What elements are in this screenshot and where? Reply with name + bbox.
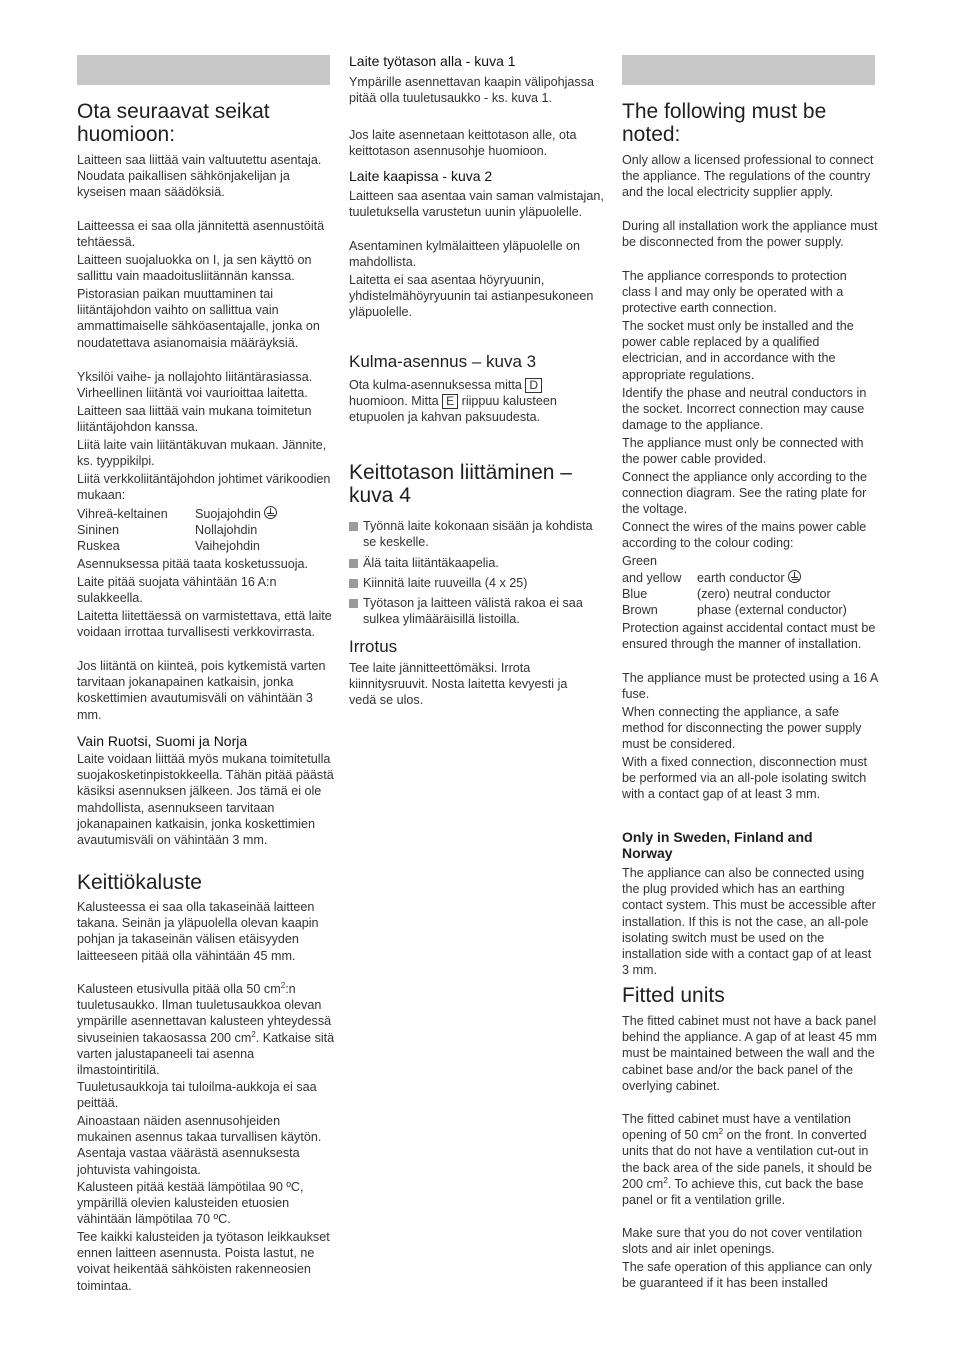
paragraph-ventilation-en	[622, 1111, 878, 1208]
list-item-text: Älä taita liitäntäkaapelia.	[363, 556, 499, 570]
paragraph: Identify the phase and neutral conductors in the socket. Incorrect connection may cause damage to the appliance.	[622, 386, 867, 433]
list-item-text: Työnnä laite kokonaan sisään ja kohdista se keskelle.	[363, 519, 593, 550]
table-row	[622, 602, 878, 618]
paragraph: Make sure that you do not cover ventilation slots and air inlet openings.	[622, 1226, 863, 1257]
text-span: on the front. In converted units that do not have a ventilation cut-out in the back area of the side panels, it should be 200 cm	[622, 1128, 872, 1191]
text-span: Ota kulma-asennuksessa mitta	[349, 378, 522, 392]
section-header-bar	[77, 55, 330, 85]
paragraph: During all installation work the appliance must be disconnected from the power supply.	[622, 219, 878, 250]
table-cell-text: earth conductor	[697, 571, 785, 585]
list-item	[349, 575, 607, 591]
bullet-square-icon	[349, 579, 358, 588]
table-row	[77, 522, 335, 538]
paragraph: Protection against accidental contact must be ensured through the manner of installation.	[622, 621, 876, 652]
section-header-bar	[622, 55, 875, 85]
superscript: 2	[251, 1029, 256, 1039]
text-span: Kalusteen etusivulla pitää olla 50 cm	[77, 982, 281, 996]
paragraph: Green	[622, 554, 658, 568]
text-span: . Katkaise sitä varten jalustapaneeli tai asenna ilmastointiritilä.	[77, 1030, 335, 1078]
paragraph: The appliance must only be connected with the power cable provided.	[622, 436, 864, 467]
paragraph: Laitetta liitettäessä on varmistettava, että laite voidaan irrottaa turvallisesti verkkovirrasta.	[77, 609, 332, 640]
table-cell: phase (external conductor)	[697, 603, 847, 618]
paragraph: Asentaminen kylmälaitteen yläpuolelle on mahdollista.	[349, 239, 581, 270]
bullet-square-icon	[349, 559, 358, 568]
table-cell: Nollajohdin	[195, 523, 258, 538]
paragraph: When connecting the appliance, a safe method for disconnecting the power supply must be considered.	[622, 705, 862, 752]
dimension-e-label: E	[442, 394, 458, 409]
paragraph: Tee laite jännitteettömäksi. Irrota kiinnitysruuvit. Nosta laitetta kevyesti ja vedä se ulos.	[349, 661, 568, 708]
text-span: The fitted cabinet must have a ventilation opening of 50 cm	[622, 1112, 851, 1143]
paragraph: With a fixed connection, disconnection must be performed via an all-pole isolating switch with a contact gap of at least 3 mm.	[622, 755, 868, 802]
table-cell: Vaihejohdin	[195, 539, 260, 554]
paragraph: Laitteen suojaluokka on I, ja sen käyttö on sallittu vain maadoitusliitännän kanssa.	[77, 253, 312, 284]
text-span: etupuolen ja kahvan paksuudesta.	[349, 410, 541, 425]
table-cell: Blue	[622, 587, 648, 602]
paragraph: Laitteen saa liittää vain mukana toimitetun liitäntäjohdon kanssa.	[77, 404, 312, 435]
paragraph: The fitted cabinet must not have a back panel behind the appliance. A gap of at least 45 mm must be maintained between the wall and the cabinet base and/or the back panel of the overlying cabinet.	[622, 1014, 877, 1093]
paragraph: The appliance must be protected using a 16 A fuse.	[622, 671, 878, 702]
table-cell-text: Suojajohdin	[195, 507, 261, 521]
bullet-square-icon	[349, 522, 358, 531]
table-cell: Sininen	[77, 523, 120, 538]
bullet-square-icon	[349, 599, 358, 608]
paragraph: Laitteen saa asentaa vain saman valmistajan, tuuletuksella varustetun uunin yläpuolelle.	[349, 189, 604, 220]
paragraph: The appliance can also be connected using the plug provided which has an earthing contact system. This must be accessible after installation. If this is not the case, an all-pole isolating switch must be used on the installation side with a contact gap of at least 3 mm.	[622, 866, 876, 978]
paragraph: Jos laite asennetaan keittotason alle, ota keittotason asennusohje huomioon.	[349, 128, 577, 159]
earth-symbol-icon	[264, 506, 277, 519]
paragraph: Ympärille asennettavan kaapin välipohjassa pitää olla tuuletusaukko - ks. kuva 1.	[349, 75, 595, 106]
subheading-in-cabinet: Laite kaapissa - kuva 2	[349, 168, 493, 184]
list-item	[349, 555, 607, 571]
list-item-text: Työtason ja laitteen välistä rakoa ei saa sulkea ylimääräisillä listoilla.	[363, 596, 583, 627]
paragraph: The socket must only be installed and the power cable replaced by a qualified electrician, and in accordance with the appropriate regulations.	[622, 319, 854, 382]
paragraph-ventilation-fi	[77, 981, 335, 1078]
paragraph: Liitä laite vain liitäntäkuvan mukaan. Jännite, ks. tyyppikilpi.	[77, 438, 327, 469]
heading-notes-en: The following must be noted:	[622, 100, 827, 146]
list-item	[349, 595, 607, 627]
superscript: 2	[280, 980, 286, 990]
list-item-text: Kiinnitä laite ruuveilla (4 x 25)	[363, 576, 528, 590]
paragraph: Jos liitäntä on kiinteä, pois kytkemistä varten tarvitaan jokanapainen katkaisin, jonka koskettimien avautumisväli on vähintään 3 mm.	[77, 659, 326, 722]
color-code-table-en	[622, 570, 878, 619]
paragraph: Ainoastaan näiden asennusohjeiden mukainen asennus takaa turvallisen käytön. Asentaja vastaa väärästä asennuksesta johtuvista vahingoista.	[77, 1114, 322, 1177]
paragraph: Laitteessa ei saa olla jännitettä asennustöitä tehtäessä.	[77, 219, 325, 250]
text-span: huomioon. Mitta	[349, 394, 439, 409]
superscript: 2	[718, 1127, 724, 1137]
paragraph: Kalusteen pitää kestää lämpötilaa 90 ºC, ympärillä olevien kalusteiden etuosien vähintään lämpötilaa 70 ºC.	[77, 1180, 304, 1227]
paragraph: Connect the appliance only according to the connection diagram. See the rating plate for the voltage.	[622, 470, 868, 517]
heading-notes-fi: Ota seuraavat seikat huomioon:	[77, 100, 270, 146]
dimension-d-label: D	[525, 378, 542, 393]
color-code-table-fi	[77, 506, 335, 555]
table-row	[77, 506, 335, 522]
earth-symbol-icon	[788, 570, 801, 583]
text-span: . To achieve this, cut back the base panel or fit a ventilation grille.	[622, 1176, 864, 1208]
paragraph: Laitteen saa liittää vain valtuutettu asentaja. Noudata paikallisen sähkönjakelijan ja kyseisen maan säädöksiä.	[77, 153, 322, 200]
text-span: :n tuuletusaukko. Ilman tuuletusaukkoa olevan ympärille asennettavan kalusteen yhteydessä sivuseinien takaosassa 200 cm	[77, 982, 332, 1045]
paragraph: Tuuletusaukkoja tai tuloilma-aukkoja ei saa peittää.	[77, 1080, 317, 1111]
table-cell: and yellow	[622, 571, 682, 585]
heading-corner-installation: Kulma-asennus – kuva 3	[349, 352, 537, 371]
paragraph: Connect the wires of the mains power cable according to the colour coding:	[622, 520, 867, 551]
paragraph: Laite pitää suojata vähintään 16 A:n sulakkeella.	[77, 575, 277, 606]
paragraph-corner	[349, 377, 607, 426]
list-item	[349, 518, 607, 550]
paragraph: Pistorasian paikan muuttaminen tai liitäntäjohdon vaihto on sallittua vain ammattimaiselle sähköasentajalle, jonka on noudatettava asianomaisia määräyksiä.	[77, 287, 320, 350]
table-row	[77, 538, 335, 554]
table-cell: (zero) neutral conductor	[697, 587, 831, 602]
paragraph: Tee kaikki kalusteiden ja työtason leikkaukset ennen laitteen asennusta. Poista lastut, ne voivat heikentää sähköisten rakenneosien toimintaa.	[77, 1230, 330, 1293]
subheading-under-worktop: Laite työtason alla - kuva 1	[349, 53, 516, 69]
paragraph: The safe operation of this appliance can only be guaranteed if it has been installed	[622, 1260, 872, 1291]
table-row	[622, 570, 878, 586]
heading-hob-connection: Keittotason liittäminen – kuva 4	[349, 461, 572, 507]
heading-removal: Irrotus	[349, 637, 398, 656]
table-cell: Ruskea	[77, 539, 120, 554]
paragraph: Kalusteessa ei saa olla takaseinää laitteen takana. Seinän ja yläpuolella olevan kaapin pohjan ja takaseinän välisen etäisyyden laitteeseen pitää olla vähintään 45 mm.	[77, 900, 319, 963]
subheading-nordic-fi: Vain Ruotsi, Suomi ja Norja	[77, 733, 248, 749]
heading-kitchen-unit-fi: Keittiökaluste	[77, 871, 202, 894]
table-cell: Vihreä-keltainen	[77, 507, 168, 521]
table-cell	[195, 506, 335, 522]
paragraph: Liitä verkkoliitäntäjohdon johtimet värikoodien mukaan:	[77, 472, 331, 503]
paragraph: Laitetta ei saa asentaa höyryuunin, yhdistelmähöyryuunin tai astianpesukoneen yläpuolelle.	[349, 273, 594, 320]
subheading-nordic-en: Only in Sweden, Finland and Norway	[622, 829, 813, 861]
superscript: 2	[663, 1175, 668, 1185]
table-cell	[697, 570, 878, 586]
table-cell: Brown	[622, 603, 658, 618]
paragraph: Only allow a licensed professional to connect the appliance. The regulations of the country and the local electricity supplier apply.	[622, 153, 874, 200]
paragraph: The appliance corresponds to protection class I and may only be operated with a protective earth connection.	[622, 269, 847, 316]
paragraph: Laite voidaan liittää myös mukana toimitetulla suojakosketinpistokkeella. Tähän pitää päästä käsiksi asennuksen jälkeen. Jos tämä ei ole mahdollista, asennukseen tarvitaan jokanapainen katkaisin, jonka koskettimien avautumisväli on vähintään 3 mm.	[77, 752, 334, 848]
heading-fitted-units: Fitted units	[622, 984, 725, 1007]
paragraph: Yksilöi vaihe- ja nollajohto liitäntärasiassa. Virheellinen liitäntä voi vaurioittaa laitetta.	[77, 370, 313, 401]
paragraph: Asennuksessa pitää taata kosketussuoja.	[77, 557, 309, 571]
text-span: riippuu kalusteen	[461, 394, 557, 409]
table-row	[622, 586, 878, 602]
